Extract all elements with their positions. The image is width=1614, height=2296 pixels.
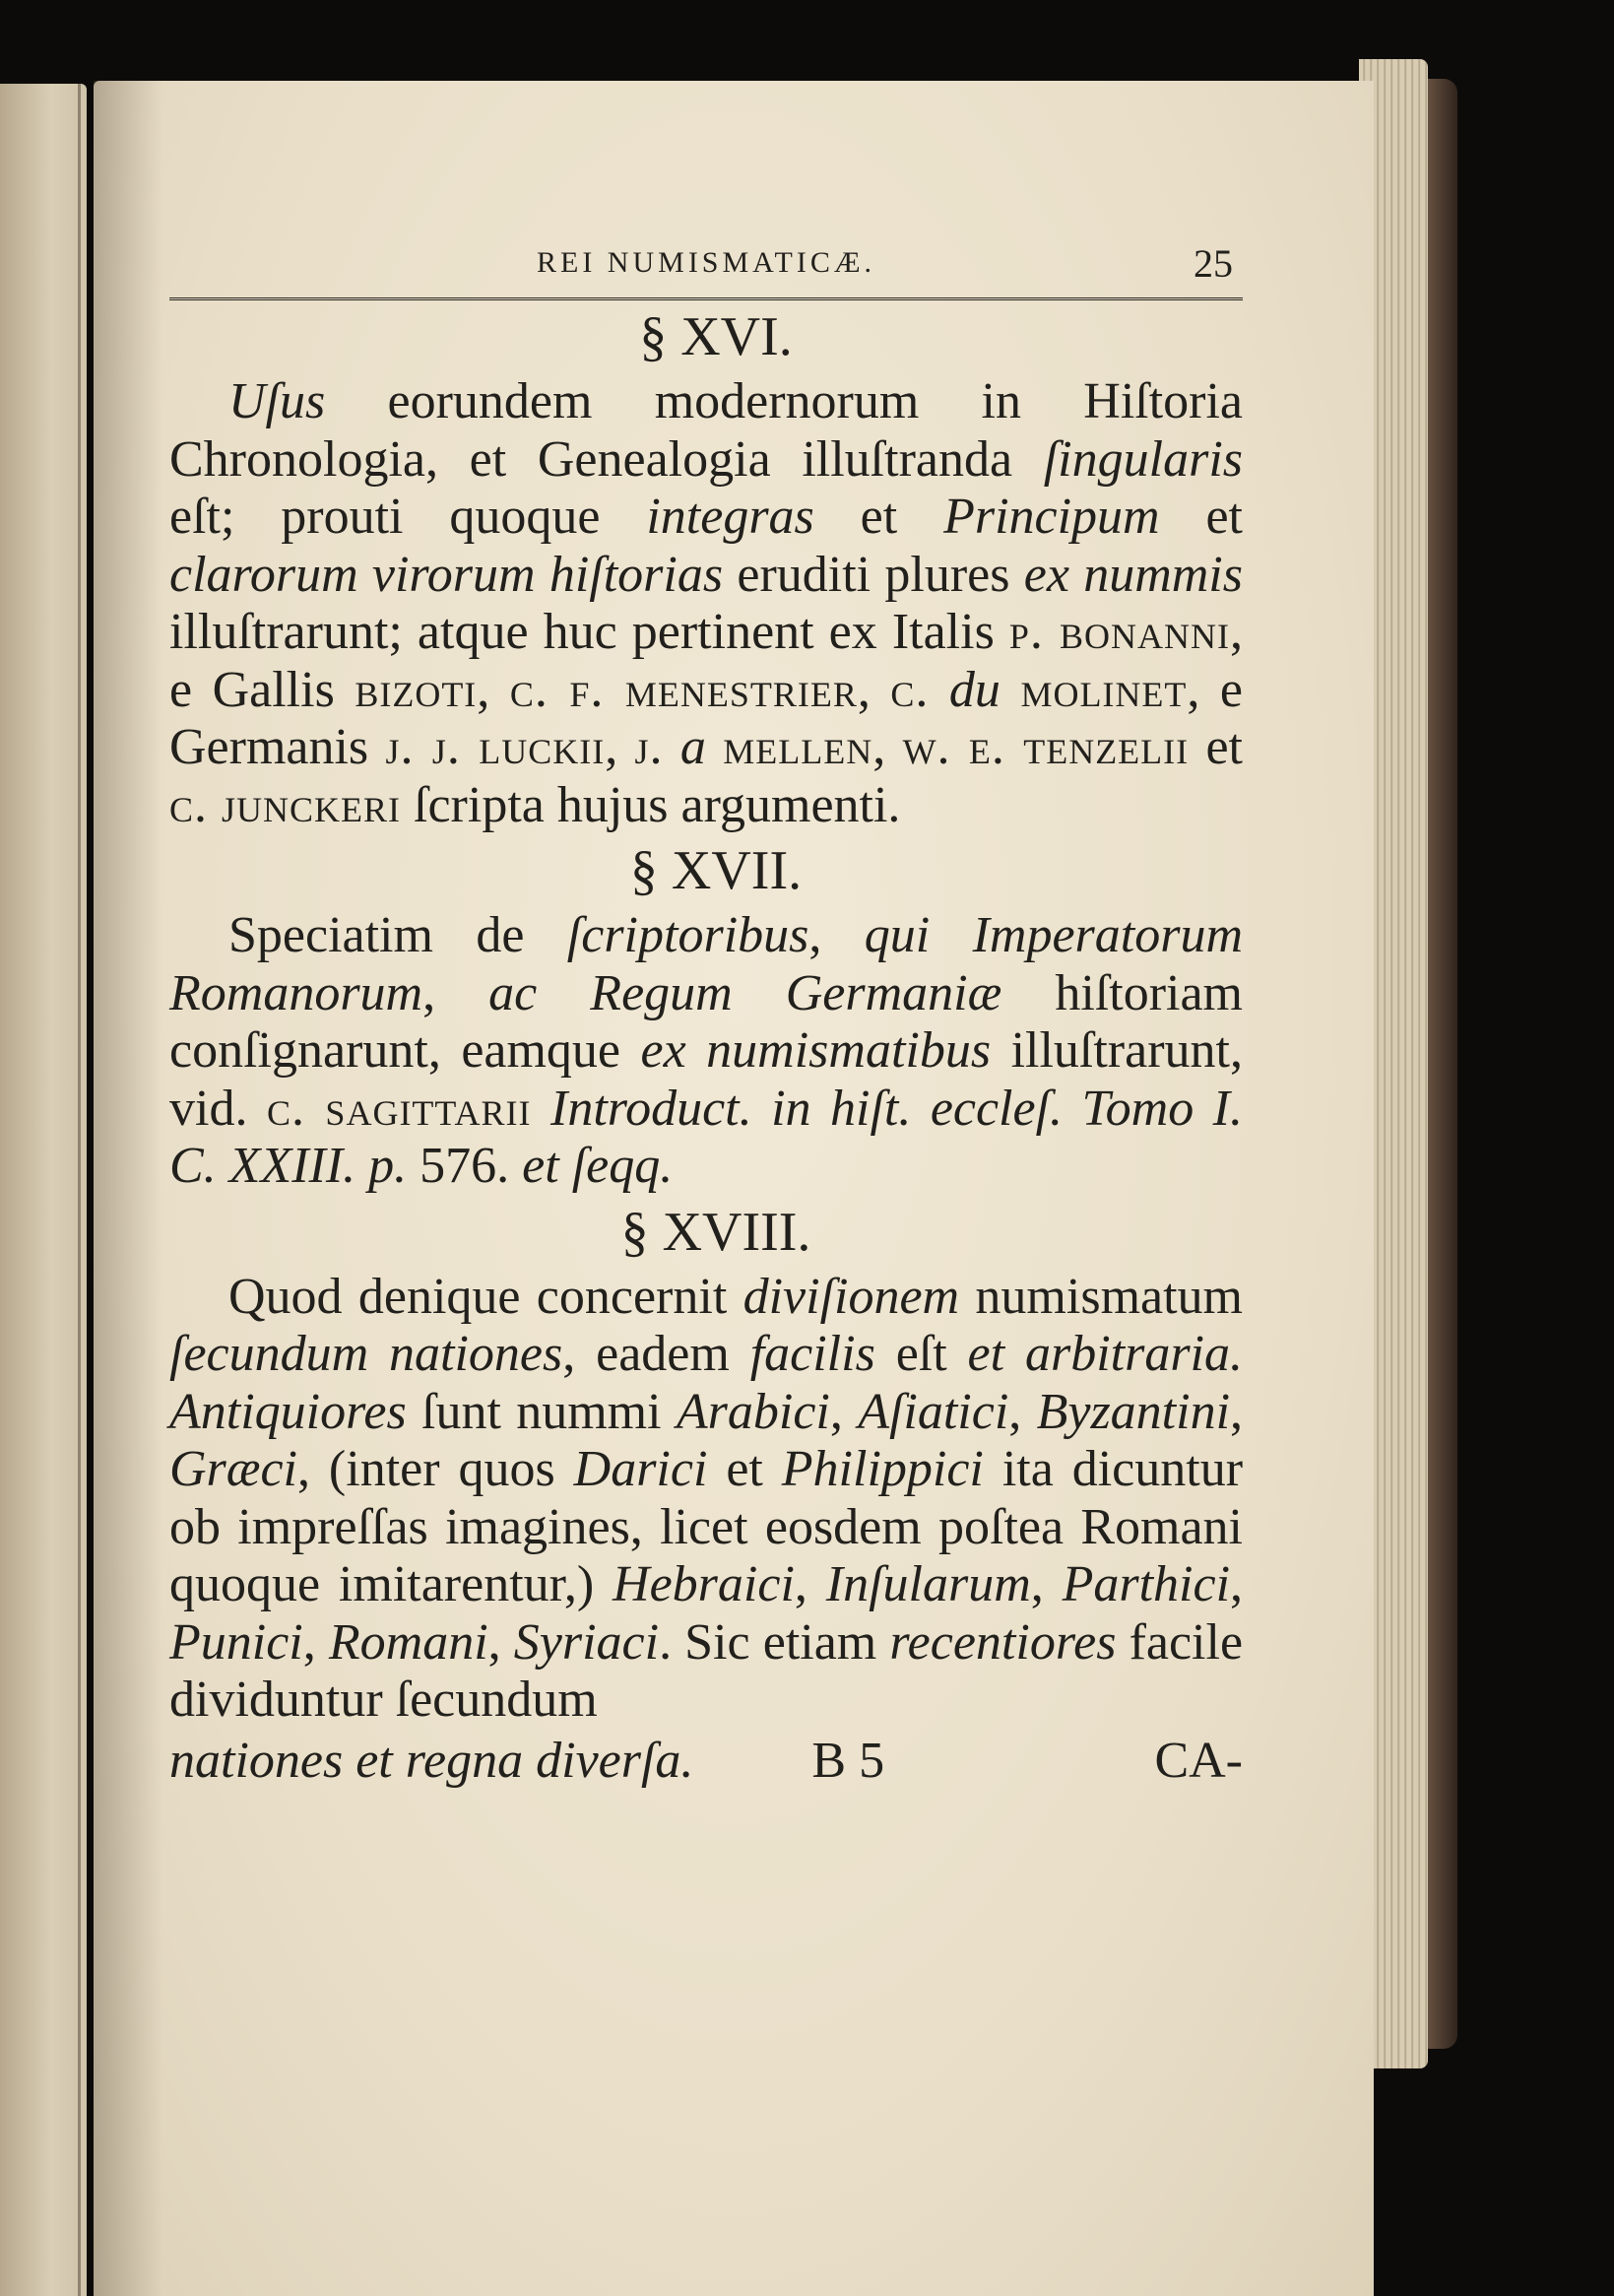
section-heading-xvii: § XVII. [629, 840, 803, 901]
text-run: j. [634, 719, 664, 775]
section-heading-xvi: § XVI. [639, 306, 793, 367]
text-run: c. f. menestrier [509, 661, 858, 718]
text-run: , [1230, 1556, 1244, 1612]
text-run: Parthici [1062, 1556, 1231, 1612]
text-run: ſunt nummi [406, 1383, 677, 1440]
text-run: , eadem [562, 1326, 750, 1382]
text-run: numismatum [959, 1268, 1243, 1325]
text-run: eruditi plures [723, 546, 1024, 603]
text-run: illuſtrarunt, vid. [169, 1022, 1243, 1137]
text-run: qui Imperatorum Romanorum [169, 907, 1244, 1021]
text-run: et [1159, 489, 1244, 545]
text-run: 576. [407, 1138, 523, 1194]
text-run: Syriaci [513, 1613, 660, 1671]
text-run: Romani [328, 1613, 488, 1671]
text-run: du [929, 661, 1021, 718]
text-run: Punici [169, 1613, 303, 1671]
text-run: c. [890, 661, 930, 718]
text-run: et ſeqq. [522, 1138, 674, 1194]
text-run: Speciatim de [228, 907, 567, 963]
text-run: Quod denique concernit [228, 1268, 743, 1325]
text-run: , [1230, 1383, 1244, 1440]
text-run: diviſionem [742, 1268, 960, 1325]
text-run: , [872, 719, 903, 775]
text-run: Hebraici [613, 1556, 795, 1612]
text-run: , [477, 661, 510, 718]
text-run: , [857, 661, 891, 718]
running-head [169, 238, 1243, 300]
text-run: , [302, 1613, 329, 1671]
text-run: facilis [749, 1326, 875, 1382]
text-run: hiſtoriam conſignarunt, eamque [169, 964, 1243, 1079]
section-heading-xviii: § XVIII. [620, 1201, 811, 1263]
text-run: , [829, 1383, 859, 1440]
text-run: c. junckeri [169, 776, 402, 833]
paragraph-xvi [169, 373, 1243, 834]
text-run: integras [646, 489, 814, 545]
text-run: Principum [943, 489, 1160, 545]
text-run: ex nummis [1023, 546, 1243, 603]
text-run: Byzantini [1036, 1383, 1231, 1440]
text-run: , [487, 1613, 514, 1671]
text-run: Inſularum [825, 1556, 1031, 1612]
gutter-shadow [94, 81, 162, 2296]
text-run: et [1189, 719, 1244, 775]
text-run: Aſiatici [858, 1383, 1009, 1440]
text-run: , [605, 719, 635, 775]
text-run: ſcriptoribus [566, 907, 809, 963]
text-run: mellen [723, 719, 873, 775]
book-page [94, 81, 1374, 2296]
paragraph-xviii [169, 1269, 1243, 1730]
text-run: eſt; prouti quoque [169, 489, 647, 545]
text-run: et arbitraria. Antiquiores [169, 1326, 1244, 1440]
text-run: , [1030, 1556, 1063, 1612]
text-run: w. e. tenzelii [902, 719, 1190, 775]
text-run: illuſtrarunt; atque huc pertinent ex Italis [169, 604, 1009, 660]
text-run [532, 1081, 550, 1137]
footer-line [169, 1730, 1243, 1793]
closing-phrase: nationes et regna diverſa. [169, 1732, 694, 1789]
text-run: Darici [573, 1441, 708, 1497]
text-run: , e Germanis [169, 661, 1243, 775]
text-run: Græci [169, 1441, 297, 1497]
text-run: , [422, 964, 489, 1021]
text-run: facile dividuntur ſecundum [169, 1613, 1244, 1728]
text-run: Philippici [781, 1441, 984, 1497]
text-run: , [794, 1556, 826, 1612]
text-run: , [808, 907, 865, 963]
text-run: ſingularis [1043, 430, 1243, 488]
text-run: clarorum virorum hiſtorias [169, 546, 724, 603]
text-run: recentiores [889, 1613, 1117, 1671]
text-run: et [707, 1441, 782, 1497]
text-run: ſcripta hujus argumenti. [401, 776, 901, 833]
text-run: Uſus [228, 373, 326, 429]
text-block [169, 238, 1243, 1793]
text-run: ac Regum Germaniæ [488, 964, 1002, 1021]
text-run: ſecundum nationes [169, 1326, 563, 1382]
facing-page-edge [0, 84, 87, 2296]
text-run: a [663, 719, 724, 775]
text-run: p. bonanni [1008, 604, 1231, 660]
text-run: c. sagittarii [266, 1080, 532, 1137]
text-run: ex numismatibus [640, 1022, 992, 1079]
text-run: j. j. luckii [385, 719, 606, 775]
text-run: ita dicuntur ob impreſſas imagines, licet eosdem poſtea Romani quoque imitarentur,) [169, 1441, 1244, 1612]
text-run: eſt [874, 1326, 968, 1382]
text-run: , (inter quos [297, 1441, 574, 1497]
text-run: bizoti [355, 661, 478, 718]
text-run: molinet [1020, 661, 1188, 718]
page-number: 25 [1194, 241, 1233, 286]
text-run: , e Gallis [169, 604, 1244, 718]
catchword: CA- [1154, 1732, 1243, 1789]
text-run: et [813, 489, 944, 545]
signature-mark: B 5 [811, 1732, 885, 1789]
text-run: , [1008, 1383, 1037, 1440]
text-run: Introduct. in hiſt. eccleſ. Tomo I. C. XXIII. p. [169, 1080, 1243, 1194]
text-run: . Sic etiam [659, 1613, 890, 1671]
text-run: eorundem modernorum in Hiſtoria Chronologia, et Genealogia illuſtranda [169, 373, 1243, 488]
text-run: Arabici [676, 1383, 830, 1440]
running-title: REI NUMISMATICÆ. [536, 246, 876, 279]
paragraph-xvii [169, 907, 1243, 1196]
